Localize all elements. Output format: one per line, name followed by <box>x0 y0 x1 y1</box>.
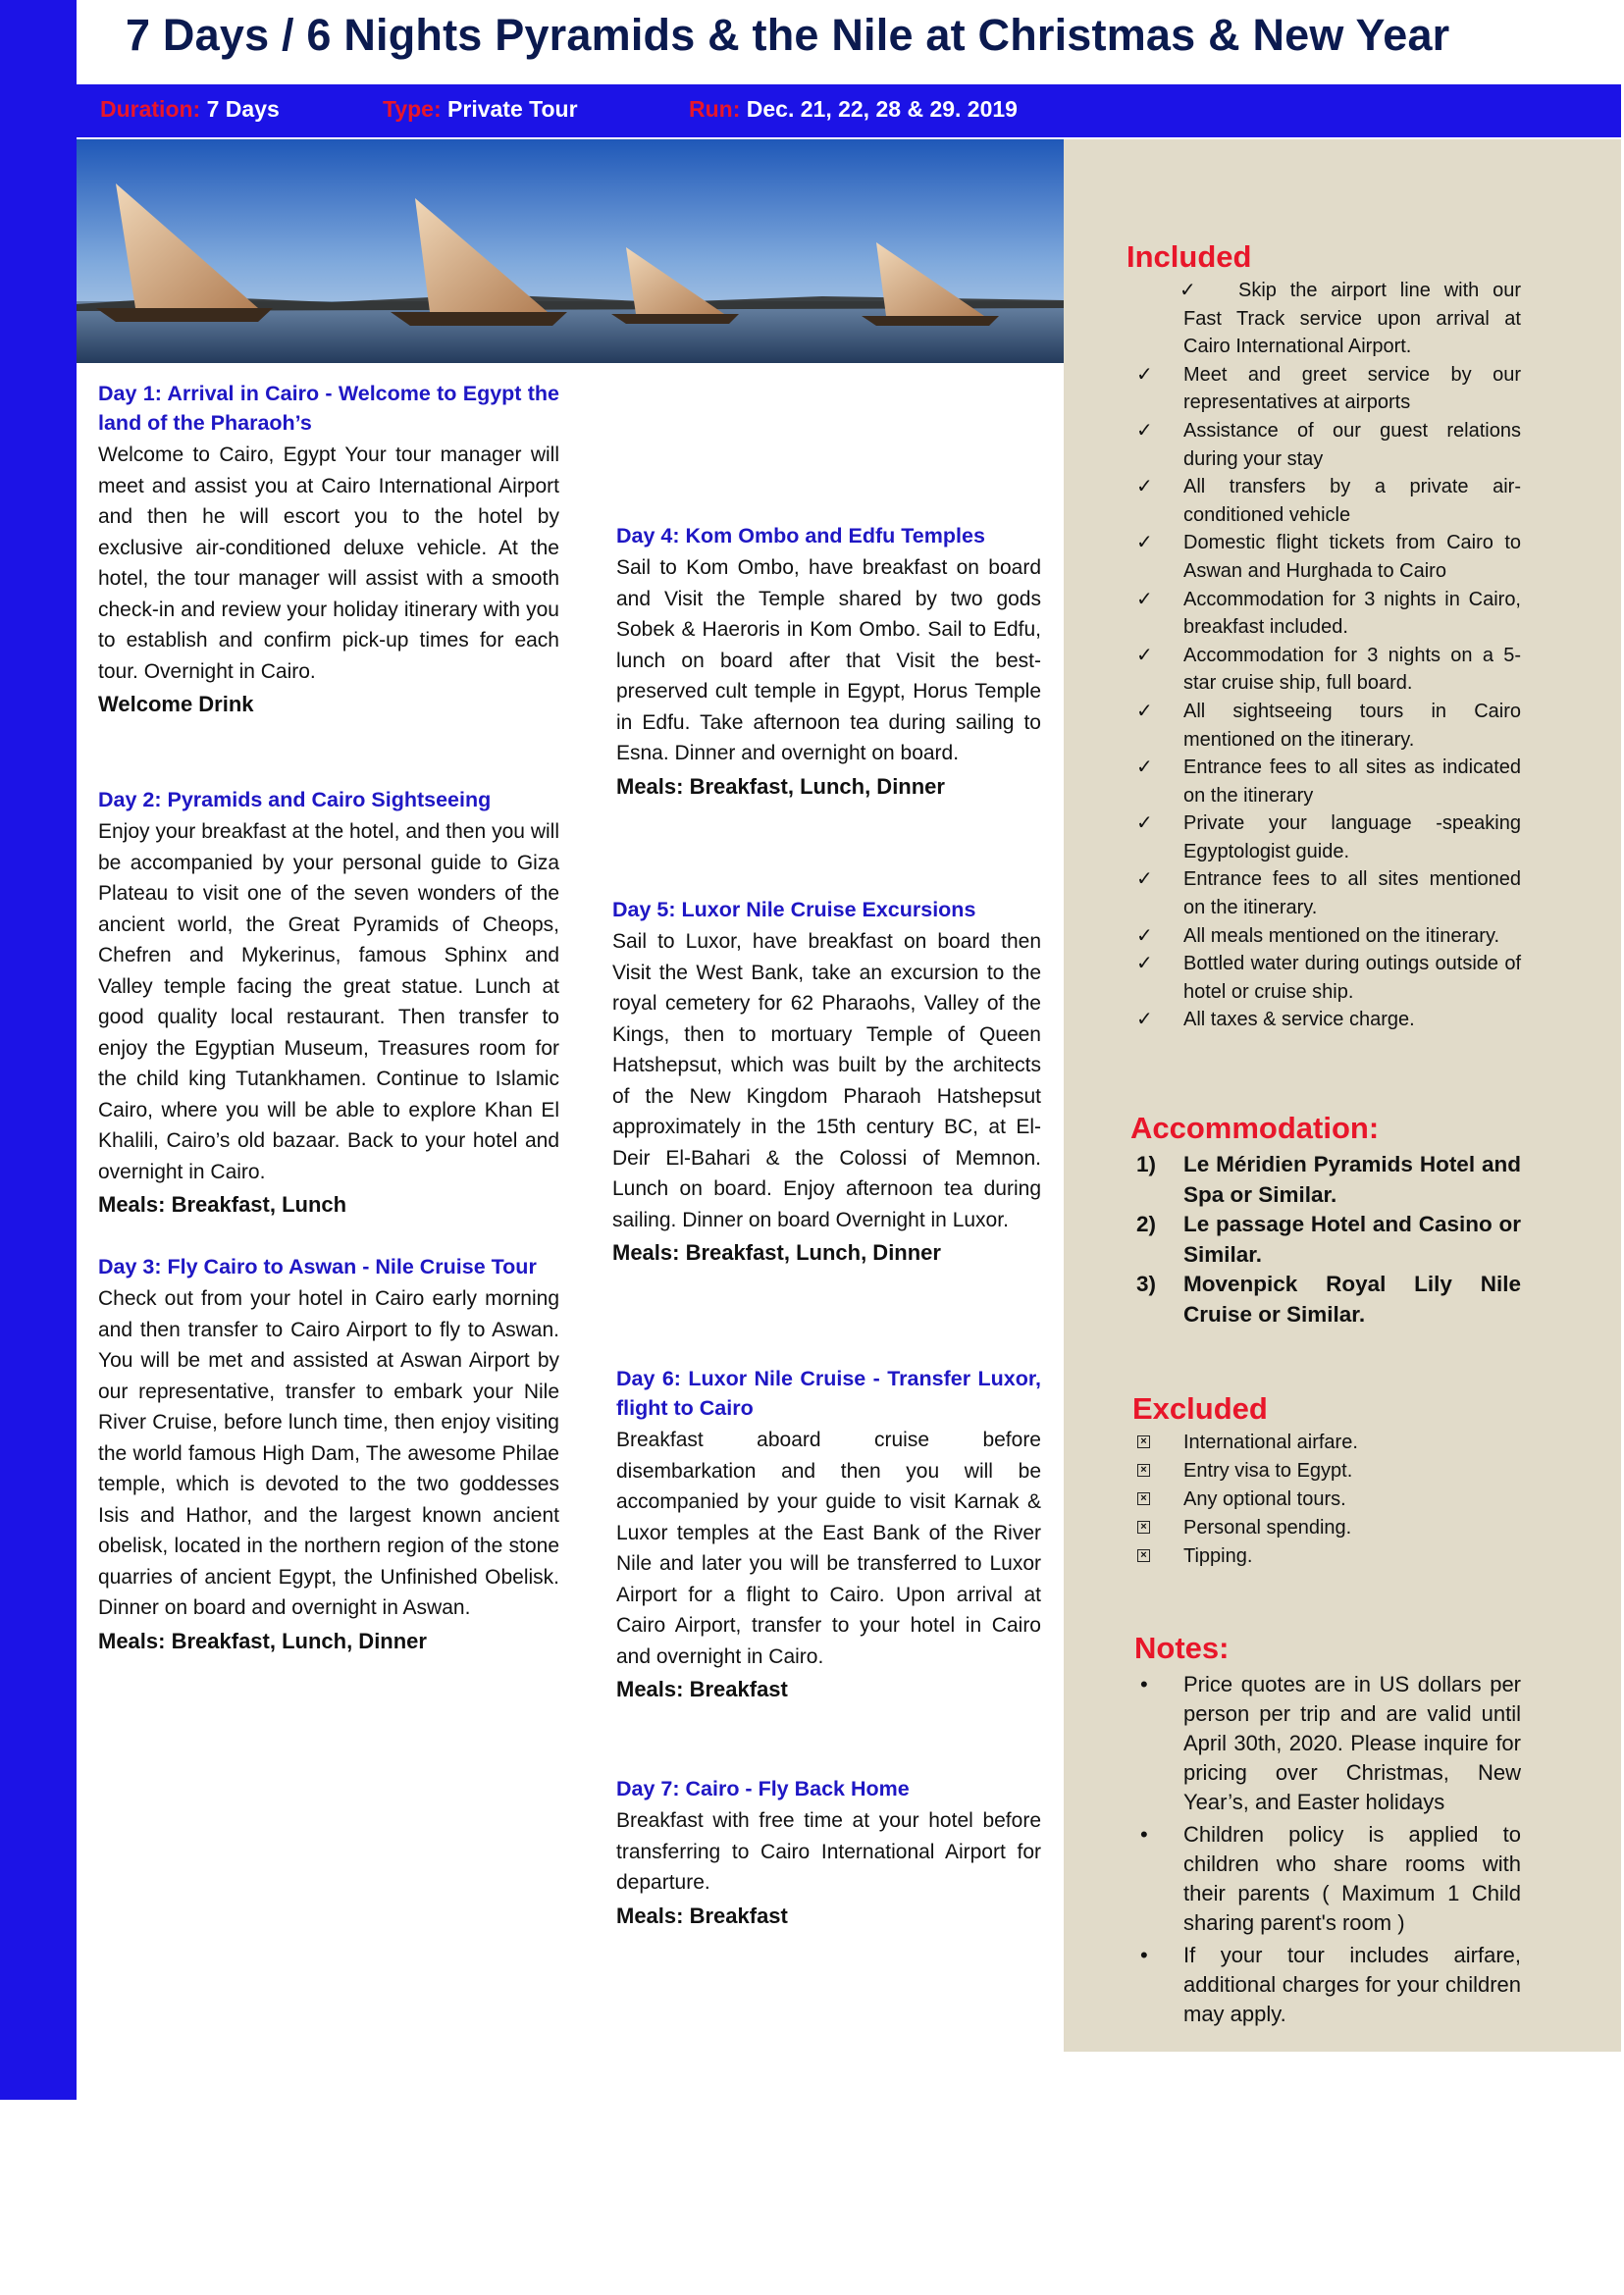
day-meals: Meals: Breakfast, Lunch <box>98 1192 347 1217</box>
list-item <box>1132 1006 1521 1034</box>
included-item-text: Private your language -speaking Egyptologist guide. <box>1183 812 1521 862</box>
left-accent-bar <box>0 0 77 2100</box>
duration-label: Duration: <box>100 96 201 122</box>
day-meals: Meals: Breakfast <box>616 1677 788 1701</box>
included-item-text: Accommodation for 3 nights on a 5-star cruise ship, full board. <box>1183 644 1521 695</box>
day-heading: Day 6: Luxor Nile Cruise - Transfer Luxor, flight to Cairo <box>616 1367 1041 1420</box>
note-text: Children policy is applied to children who share rooms with their parents ( Maximum 1 Child sharing parent's room ) <box>1183 1822 1521 1935</box>
list-item <box>1132 950 1521 1006</box>
list-item <box>1132 1210 1521 1270</box>
check-mark-icon: ✓ <box>1136 532 1153 554</box>
excluded-item-text: Any optional tours. <box>1183 1488 1346 1510</box>
list-item <box>1132 1670 1521 1817</box>
list-item <box>1132 754 1521 809</box>
day-meals: Meals: Breakfast <box>616 1903 788 1928</box>
bullet-icon: • <box>1140 1672 1148 1696</box>
x-box-icon: × <box>1137 1549 1150 1562</box>
hotel-name: Le Méridien Pyramids Hotel and Spa or Similar. <box>1183 1152 1521 1207</box>
included-item-text: Entrance fees to all sites mentioned on the itinerary. <box>1183 868 1521 919</box>
x-box-icon: × <box>1137 1464 1150 1477</box>
list-item <box>1132 361 1521 417</box>
included-item-text: Skip the airport line with our Fast Track service upon arrival at Cairo International Airport. <box>1183 280 1521 358</box>
list-item <box>1132 922 1521 951</box>
check-mark-icon: ✓ <box>1136 1009 1153 1031</box>
run-value: Dec. 21, 22, 28 & 29. 2019 <box>746 96 1018 122</box>
accommodation-list <box>1132 1150 1521 1330</box>
x-box-icon: × <box>1137 1435 1150 1448</box>
included-item-text: Accommodation for 3 nights in Cairo, breakfast included. <box>1183 588 1521 639</box>
list-item <box>1132 1941 1521 2029</box>
item-number: 2) <box>1136 1212 1157 1236</box>
duration-value: 7 Days <box>206 96 280 122</box>
note-text: If your tour includes airfare, additional charges for your children may apply. <box>1183 1943 1521 2026</box>
hotel-name: Le passage Hotel and Casino or Similar. <box>1183 1212 1521 1267</box>
run-label: Run: <box>689 96 741 122</box>
list-item <box>1132 417 1521 473</box>
list-item <box>1132 473 1521 529</box>
day-heading: Day 2: Pyramids and Cairo Sightseeing <box>98 788 492 811</box>
day-description: Enjoy your breakfast at the hotel, and then you will be accompanied by your personal guide to Giza Plateau to visit one of the seven wonders of the ancient world, the Great Pyramids of Cheops, Chefren and Mykerinus, famous Sphinx and Valley temple facing the great statue. Lunch at good quality local restaurant. Then transfer to enjoy the Egyptian Museum, Treasures room for the child king Tutankhamen. Continue to Islamic Cairo, where you will be able to explore Khan El Khalili, Cairo’s old bazaar. Back to your hotel and overnight in Cairo. <box>98 820 559 1183</box>
included-item-text: Bottled water during outings outside of hotel or cruise ship. <box>1183 953 1521 1003</box>
day-meals: Meals: Breakfast, Lunch, Dinner <box>616 773 945 799</box>
included-item-text: All sightseeing tours in Cairo mentioned on the itinerary. <box>1183 700 1521 751</box>
list-item <box>1132 586 1521 642</box>
day-1 <box>98 379 559 720</box>
excluded-item-text: Personal spending. <box>1183 1517 1352 1539</box>
check-mark-icon: ✓ <box>1179 280 1196 301</box>
run-info <box>689 96 1018 123</box>
check-mark-icon: ✓ <box>1136 588 1153 610</box>
day-3 <box>98 1252 559 1656</box>
excluded-list <box>1132 1429 1521 1571</box>
included-title: Included <box>1126 239 1252 274</box>
list-item <box>1132 1486 1521 1514</box>
item-number: 1) <box>1136 1152 1157 1176</box>
day-meals: Welcome Drink <box>98 692 254 716</box>
day-description: Check out from your hotel in Cairo early morning and then transfer to Cairo Airport to fly to Aswan. You will be met and assisted at Aswan Airport by our representative, transfer to embark your Nile River Cruise, before lunch time, then enjoy visiting the world famous High Dam, The awesome Philae temple, which is devoted to the two goddesses Isis and Hathor, and the largest known ancient obelisk, located in the northern region of the stone quarries of ancient Egypt, the Unfinished Obelisk. Dinner on board and overnight in Aswan. <box>98 1287 559 1619</box>
list-item <box>1132 865 1521 921</box>
day-5 <box>612 895 1041 1269</box>
nile-feluccas-banner-image <box>77 139 1064 363</box>
list-item <box>1132 277 1521 361</box>
bullet-icon: • <box>1140 1822 1148 1847</box>
list-item <box>1132 698 1521 754</box>
tour-info-bar <box>77 84 1621 137</box>
day-6 <box>616 1364 1041 1705</box>
day-4 <box>616 521 1041 802</box>
day-description: Breakfast aboard cruise before disembarkation and then you will be accompanied by your guide to visit Karnak & Luxor temples at the East Bank of the River Nile and later you will be transferred to Luxor Airport for a flight to Cairo. Upon arrival at Cairo Airport, transfer to your hotel in Cairo and overnight in Cairo. <box>616 1429 1041 1668</box>
day-description: Welcome to Cairo, Egypt Your tour manager will meet and assist you at Cairo International Airport and then he will escort you to the hotel by exclusive air-conditioned deluxe vehicle. At the hotel, the tour manager will assist with a smooth check-in and review your holiday itinerary with you to establish and confirm pick-up times for each tour. Overnight in Cairo. <box>98 443 559 683</box>
day-heading: Day 7: Cairo - Fly Back Home <box>616 1777 910 1800</box>
bullet-icon: • <box>1140 1943 1148 1967</box>
check-mark-icon: ✓ <box>1136 924 1153 947</box>
list-item <box>1132 1514 1521 1542</box>
day-7 <box>616 1774 1041 1931</box>
list-item <box>1132 1820 1521 1938</box>
included-item-text: Assistance of our guest relations during your stay <box>1183 419 1521 470</box>
included-item-text: All taxes & service charge. <box>1183 1009 1415 1031</box>
day-heading: Day 3: Fly Cairo to Aswan - Nile Cruise Tour <box>98 1255 537 1278</box>
day-meals: Meals: Breakfast, Lunch, Dinner <box>612 1240 941 1265</box>
list-item <box>1132 1270 1521 1330</box>
check-mark-icon: ✓ <box>1136 868 1153 891</box>
included-item-text: Entrance fees to all sites as indicated on the itinerary <box>1183 756 1521 807</box>
day-heading: Day 4: Kom Ombo and Edfu Temples <box>616 524 985 548</box>
hotel-name: Movenpick Royal Lily Nile Cruise or Similar. <box>1183 1272 1521 1327</box>
check-mark-icon: ✓ <box>1136 756 1153 779</box>
check-mark-icon: ✓ <box>1136 700 1153 722</box>
day-description: Sail to Luxor, have breakfast on board then Visit the West Bank, take an excursion to the royal cemetery for 62 Pharaohs, Valley of the Kings, then to mortuary Temple of Queen Hatshepsut, which was built by the architects of the New Kingdom Pharaoh Hatshepsut approximately in the 15th century BC, at El-Deir El-Bahari & the Colossi of Memnon. Lunch on board. Enjoy afternoon tea during sailing. Dinner on board Overnight in Luxor. <box>612 930 1041 1231</box>
included-item-text: Domestic flight tickets from Cairo to Aswan and Hurghada to Cairo <box>1183 532 1521 582</box>
note-text: Price quotes are in US dollars per person per trip and are valid until April 30th, 2020. Please inquire for pricing over Christmas, New Year’s, and Easter holidays <box>1183 1672 1521 1814</box>
list-item <box>1132 529 1521 585</box>
notes-list <box>1132 1670 1521 2032</box>
check-mark-icon: ✓ <box>1136 644 1153 666</box>
notes-title: Notes: <box>1134 1631 1230 1665</box>
excluded-title: Excluded <box>1132 1391 1268 1426</box>
check-mark-icon: ✓ <box>1136 363 1153 386</box>
included-list <box>1132 277 1521 1034</box>
included-item-text: All transfers by a private air-conditioned vehicle <box>1183 476 1521 526</box>
day-description: Breakfast with free time at your hotel before transferring to Cairo International Airport for departure. <box>616 1809 1041 1894</box>
list-item <box>1132 1542 1521 1571</box>
check-mark-icon: ✓ <box>1136 476 1153 498</box>
accommodation-title: Accommodation: <box>1130 1111 1380 1145</box>
day-description: Sail to Kom Ombo, have breakfast on board and Visit the Temple shared by two gods Sobek & Haeroris in Kom Ombo. Sail to Edfu, lunch on board after that Visit the best-preserved cult temple in Egypt, Horus Temple in Edfu. Take afternoon tea during sailing to Esna. Dinner and overnight on board. <box>616 556 1041 764</box>
excluded-item-text: Entry visa to Egypt. <box>1183 1460 1353 1482</box>
day-heading: Day 5: Luxor Nile Cruise Excursions <box>612 898 976 921</box>
page-title: 7 Days / 6 Nights Pyramids & the Nile at Christmas & New Year <box>126 10 1450 60</box>
x-box-icon: × <box>1137 1521 1150 1534</box>
day-meals: Meals: Breakfast, Lunch, Dinner <box>98 1628 427 1653</box>
type-value: Private Tour <box>447 96 578 122</box>
included-item-text: Meet and greet service by our representatives at airports <box>1183 363 1521 414</box>
check-mark-icon: ✓ <box>1136 419 1153 442</box>
excluded-item-text: International airfare. <box>1183 1432 1358 1453</box>
included-item-text: All meals mentioned on the itinerary. <box>1183 924 1500 947</box>
duration-info <box>100 96 280 123</box>
list-item <box>1132 1150 1521 1210</box>
item-number: 3) <box>1136 1272 1157 1296</box>
list-item <box>1132 809 1521 865</box>
excluded-item-text: Tipping. <box>1183 1545 1253 1567</box>
list-item <box>1132 642 1521 698</box>
check-mark-icon: ✓ <box>1136 953 1153 975</box>
check-mark-icon: ✓ <box>1136 812 1153 835</box>
list-item <box>1132 1457 1521 1486</box>
list-item <box>1132 1429 1521 1457</box>
x-box-icon: × <box>1137 1492 1150 1505</box>
type-info <box>383 96 578 123</box>
type-label: Type: <box>383 96 442 122</box>
day-2 <box>98 785 559 1221</box>
day-heading: Day 1: Arrival in Cairo - Welcome to Egypt the land of the Pharaoh’s <box>98 382 559 435</box>
